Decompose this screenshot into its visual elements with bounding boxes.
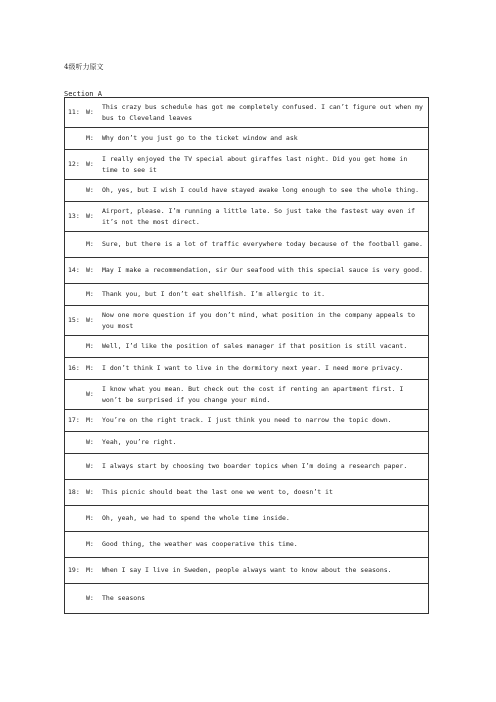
transcript-cell [65, 284, 429, 306]
transcript-cell [65, 202, 429, 232]
question-number: 11: [68, 108, 80, 116]
dialogue-text: Well, I’d like the position of sales manager if that position is still vacant. [102, 342, 408, 350]
transcript-row [65, 380, 429, 410]
transcript-cell [65, 306, 429, 336]
speaker-label: W: [86, 212, 94, 220]
speaker-label: W: [86, 390, 94, 398]
transcript-cell [65, 432, 429, 454]
question-number: 17: [68, 416, 80, 424]
dialogue-text: This picnic should beat the last one we went to, doesn’t it [102, 488, 333, 496]
transcript-row [65, 336, 429, 358]
transcript-row [65, 306, 429, 336]
speaker-label: W: [86, 108, 94, 116]
transcript-cell [65, 358, 429, 380]
speaker-label: W: [86, 438, 94, 446]
transcript-rows [65, 98, 429, 614]
dialogue-text: I really enjoyed the TV special about giraffes last night. Did you get home in time to see it [102, 154, 408, 174]
transcript-row [65, 358, 429, 380]
transcript-cell [65, 150, 429, 180]
question-number: 15: [68, 316, 80, 324]
speaker-label: M: [86, 290, 94, 298]
transcript-cell [65, 480, 429, 506]
transcript-cell [65, 410, 429, 432]
transcript-row [65, 584, 429, 614]
transcript-cell [65, 180, 429, 202]
question-number: 14: [68, 266, 80, 274]
section-heading: Section A [64, 90, 102, 98]
transcript-cell [65, 532, 429, 558]
speaker-label: W: [86, 462, 94, 470]
speaker-label: M: [86, 364, 94, 372]
transcript-cell [65, 380, 429, 410]
transcript-row [65, 180, 429, 202]
transcript-row [65, 128, 429, 150]
dialogue-text: Now one more question if you don’t mind, what position in the company appeals to you most [102, 310, 416, 330]
transcript-cell [65, 506, 429, 532]
speaker-label: W: [86, 594, 94, 602]
speaker-label: M: [86, 540, 94, 548]
transcript-cell [65, 258, 429, 284]
dialogue-text: Yeah, you’re right. [102, 438, 177, 446]
transcript-row [65, 506, 429, 532]
dialogue-text: You’re on the right track. I just think you need to narrow the topic down. [102, 416, 392, 424]
question-number: 13: [68, 212, 80, 220]
dialogue-text: I don’t think I want to live in the dormitory next year. I need more privacy. [102, 364, 404, 372]
dialogue-text: When I say I live in Sweden, people always want to know about the seasons. [102, 566, 392, 574]
dialogue-text: Oh, yeah, we had to spend the whole time inside. [102, 514, 290, 522]
transcript-cell [65, 232, 429, 258]
speaker-label: W: [86, 160, 94, 168]
transcript-cell [65, 336, 429, 358]
transcript-row [65, 232, 429, 258]
transcript-row [65, 558, 429, 584]
transcript-row [65, 150, 429, 180]
speaker-label: M: [86, 240, 94, 248]
dialogue-text: Good thing, the weather was cooperative this time. [102, 540, 298, 548]
dialogue-text: Oh, yes, but I wish I could have stayed awake long enough to see the whole thing. [102, 186, 419, 194]
dialogue-text: Airport, please. I’m running a little late. So just take the fastest way even if it’s not the most direct. [102, 206, 416, 226]
transcript-cell [65, 558, 429, 584]
question-number: 18: [68, 488, 80, 496]
question-number: 19: [68, 566, 80, 574]
transcript-cell [65, 98, 429, 128]
speaker-label: W: [86, 316, 94, 324]
transcript-row [65, 202, 429, 232]
dialogue-text: Sure, but there is a lot of traffic everywhere today because of the football game. [102, 240, 423, 248]
transcript-row [65, 454, 429, 480]
speaker-label: M: [86, 342, 94, 350]
speaker-label: M: [86, 514, 94, 522]
question-number: 16: [68, 364, 80, 372]
speaker-label: M: [86, 134, 94, 142]
transcript-table [64, 97, 429, 614]
dialogue-text: I always start by choosing two boarder topics when I’m doing a research paper. [102, 462, 408, 470]
transcript-row [65, 480, 429, 506]
speaker-label: W: [86, 488, 94, 496]
dialogue-text: The seasons [102, 594, 146, 602]
dialogue-text: This crazy bus schedule has got me completely confused. I can’t figure out when my bus to Cleveland leaves [102, 102, 423, 122]
speaker-label: M: [86, 416, 94, 424]
speaker-label: W: [86, 186, 94, 194]
transcript-cell [65, 128, 429, 150]
speaker-label: W: [86, 266, 94, 274]
dialogue-text: Why don’t you just go to the ticket window and ask [102, 134, 298, 142]
question-number: 12: [68, 160, 80, 168]
transcript-row [65, 258, 429, 284]
transcript-row [65, 532, 429, 558]
transcript-row [65, 410, 429, 432]
speaker-label: M: [86, 566, 94, 574]
document-title: 4级听力原文 [64, 63, 104, 71]
dialogue-text: Thank you, but I don’t eat shellfish. I’m allergic to it. [102, 290, 326, 298]
transcript-row [65, 284, 429, 306]
transcript-row [65, 432, 429, 454]
dialogue-text: May I make a recommendation, sir Our seafood with this special sauce is very good. [102, 266, 423, 274]
transcript-cell [65, 584, 429, 614]
transcript-cell [65, 454, 429, 480]
dialogue-text: I know what you mean. But check out the cost if renting an apartment first. I won’t be surprised if you change your mind. [102, 384, 404, 404]
transcript-row [65, 98, 429, 128]
